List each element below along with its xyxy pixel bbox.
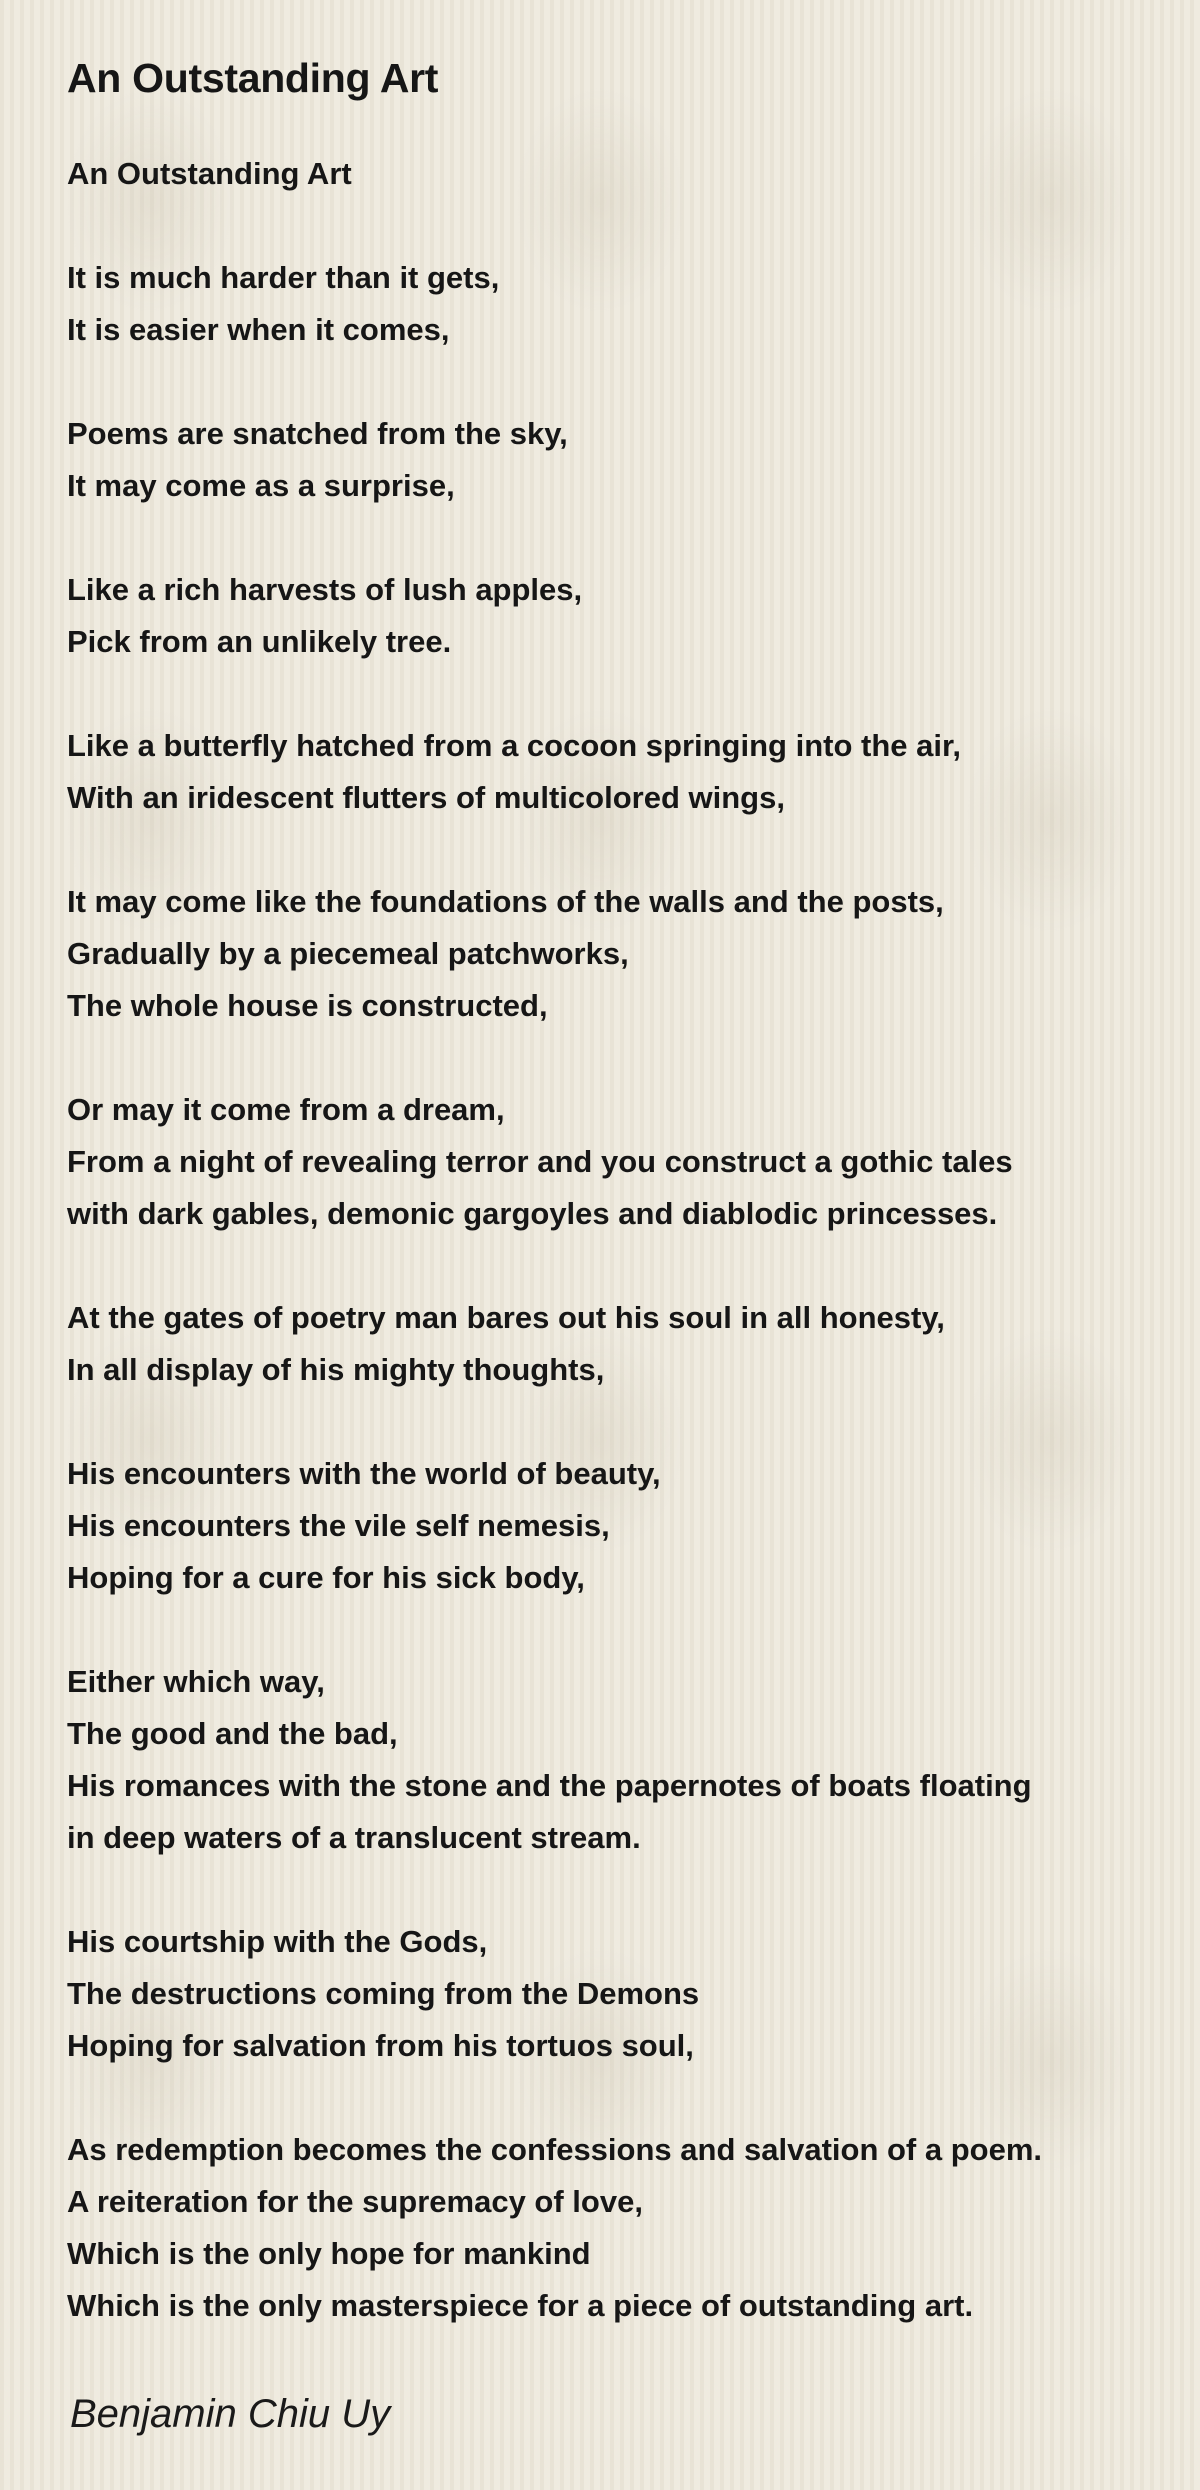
poem-body (67, 148, 1042, 2332)
poem-line: With an iridescent flutters of multicolored wings, (67, 780, 785, 815)
poem-line: His romances with the stone and the papernotes of boats floating (67, 1768, 1032, 1803)
poem-line: His courtship with the Gods, (67, 1924, 488, 1959)
poem-blank-line (67, 1604, 1042, 1656)
poem-blank-line (67, 1396, 1042, 1448)
poem-line: Hoping for salvation from his tortuos soul, (67, 2028, 694, 2063)
poem-line: His encounters the vile self nemesis, (67, 1508, 610, 1543)
poem-line: Which is the only masterspiece for a piece of outstanding art. (67, 2288, 974, 2323)
poem-line: His encounters with the world of beauty, (67, 1456, 661, 1491)
poem-blank-line (67, 1032, 1042, 1084)
poem-blank-line (67, 512, 1042, 564)
poem-line: From a night of revealing terror and you construct a gothic tales (67, 1144, 1013, 1179)
poem-line: Which is the only hope for mankind (67, 2236, 591, 2271)
poem-line: It is easier when it comes, (67, 312, 450, 347)
poem-line: Or may it come from a dream, (67, 1092, 505, 1127)
poem-line: in deep waters of a translucent stream. (67, 1820, 641, 1855)
poem-line: Gradually by a piecemeal patchworks, (67, 936, 629, 971)
poem-line: Poems are snatched from the sky, (67, 416, 568, 451)
poem-blank-line (67, 1864, 1042, 1916)
poem-blank-line (67, 2072, 1042, 2124)
poem-line: It may come as a surprise, (67, 468, 455, 503)
poem-line: It may come like the foundations of the walls and the posts, (67, 884, 944, 919)
poem-line: The whole house is constructed, (67, 988, 548, 1023)
poem-blank-line (67, 824, 1042, 876)
poem-line: Like a rich harvests of lush apples, (67, 572, 583, 607)
poem-line: In all display of his mighty thoughts, (67, 1352, 605, 1387)
poem-line: with dark gables, demonic gargoyles and diablodic princesses. (67, 1196, 998, 1231)
poem-line: At the gates of poetry man bares out his soul in all honesty, (67, 1300, 945, 1335)
poem-line: It is much harder than it gets, (67, 260, 500, 295)
poem-blank-line (67, 356, 1042, 408)
poem-title: An Outstanding Art (67, 55, 439, 101)
poem-line: An Outstanding Art (67, 156, 352, 191)
poem-line: The destructions coming from the Demons (67, 1976, 700, 2011)
poem-blank-line (67, 1240, 1042, 1292)
poem-line: Pick from an unlikely tree. (67, 624, 452, 659)
poem-blank-line (67, 200, 1042, 252)
poem-line: A reiteration for the supremacy of love, (67, 2184, 643, 2219)
poem-line: Either which way, (67, 1664, 325, 1699)
poem-blank-line (67, 668, 1042, 720)
poem-line: The good and the bad, (67, 1716, 398, 1751)
poem-line: Like a butterfly hatched from a cocoon springing into the air, (67, 728, 961, 763)
poem-line: Hoping for a cure for his sick body, (67, 1560, 585, 1595)
author-name: Benjamin Chiu Uy (70, 2392, 391, 2436)
poem-line: As redemption becomes the confessions and salvation of a poem. (67, 2132, 1043, 2167)
